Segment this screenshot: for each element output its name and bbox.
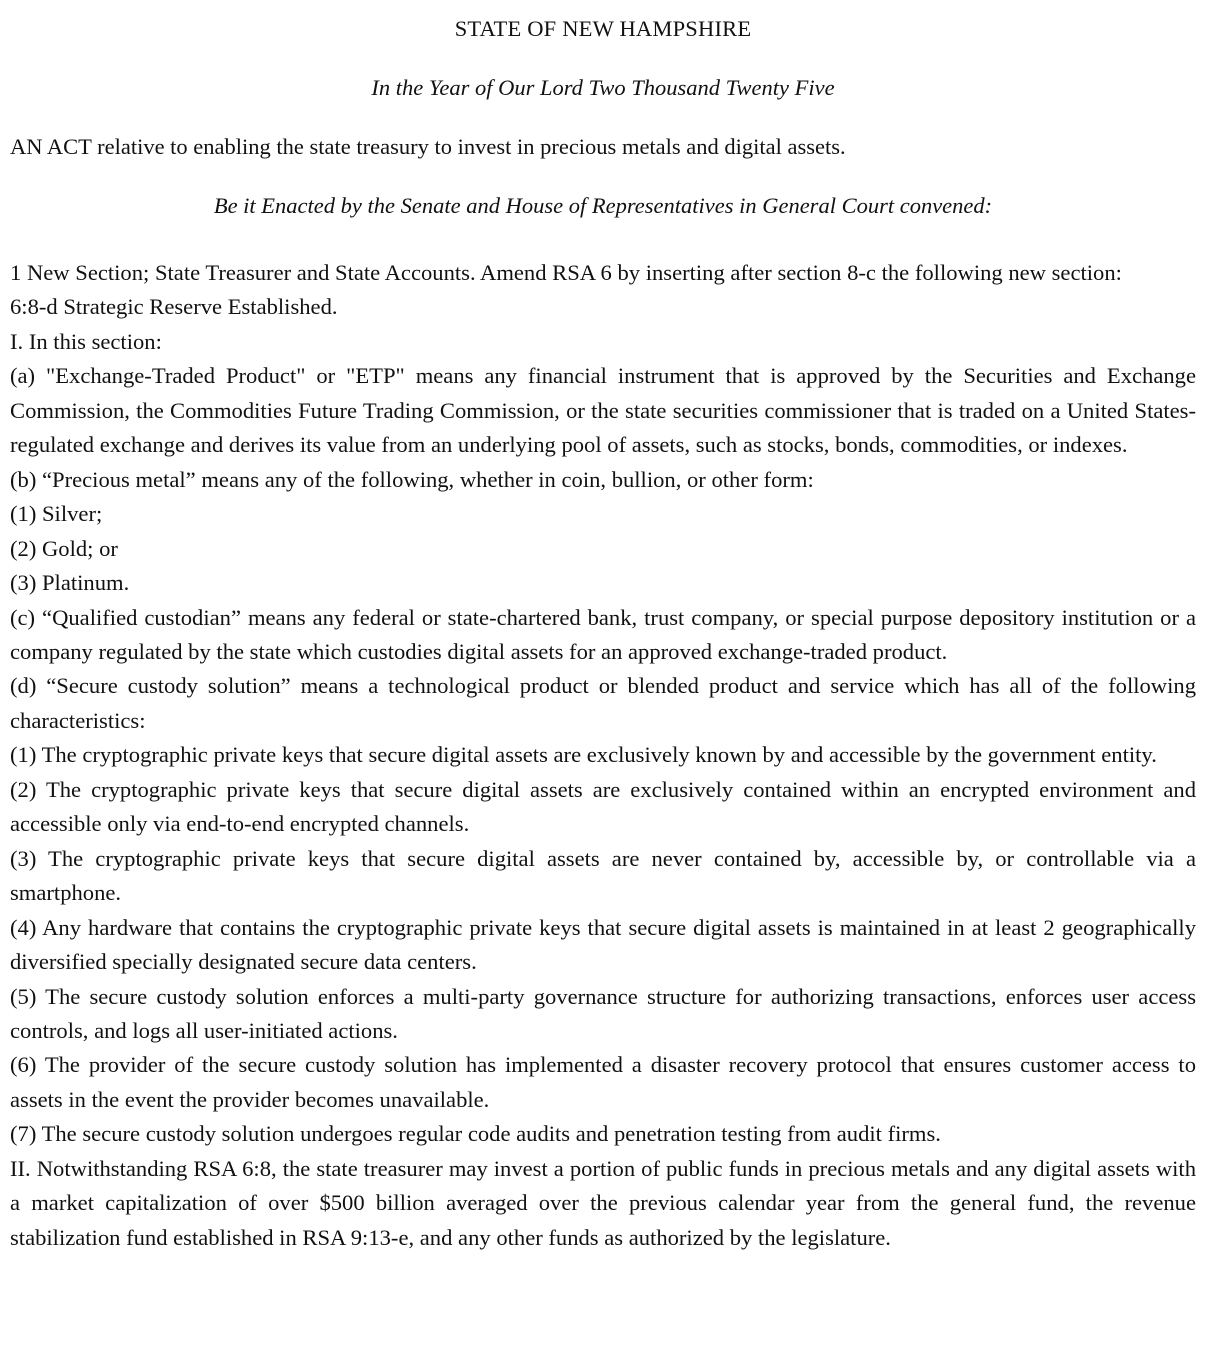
definition-d-1: (1) The cryptographic private keys that secure digital assets are exclusively known by and accessible by the government entity. [10,742,1157,768]
definition-d-4: (4) Any hardware that contains the cryptographic private keys that secure digital assets is maintained in at least 2 geographically diversified specially designated secure data centers. [10,914,1196,975]
enacting-clause: Be it Enacted by the Senate and House of Representatives in General Court convened: [213,193,993,218]
definition-d-7: (7) The secure custody solution undergoes regular code audits and penetration testing from audit firms. [10,1121,941,1147]
definition-d-2: (2) The cryptographic private keys that secure digital assets are exclusively contained within an encrypted environment and accessible only via end-to-end encrypted channels. [10,776,1196,837]
definition-b-2: (2) Gold; or [10,535,118,561]
definition-b-1: (1) Silver; [10,501,103,527]
state-title: STATE OF NEW HAMPSHIRE [454,16,752,41]
definition-c: (c) “Qualified custodian” means any federal or state-chartered bank, trust company, or special purpose depository institution or a company regulated by the state which custodies digital assets for an approved exchange-traded product. [10,604,1196,664]
paragraph-II: II. Notwithstanding RSA 6:8, the state treasurer may invest a portion of public funds in precious metals and any digital assets with a market capitalization of over $500 billion averaged over the previous calendar year from the general fund, the revenue stabilization fund established in RSA 9:13-e, and any other funds as authorized by the legislature. [10,1155,1196,1250]
definition-d-3: (3) The cryptographic private keys that secure digital assets are never contained by, accessible by, or controllable via a smartphone. [10,845,1196,906]
definition-d-5: (5) The secure custody solution enforces a multi-party governance structure for authorizing transactions, enforces user access controls, and logs all user-initiated actions. [10,983,1196,1043]
act-title: AN ACT relative to enabling the state treasury to invest in precious metals and digital assets. [10,134,846,159]
bill-body [10,256,1196,1255]
definition-a: (a) "Exchange-Traded Product" or "ETP" means any financial instrument that is approved by the Securities and Exchange Commission, the Commodities Future Trading Commission, or the state securities commissioner that is traded on a United States-regulated exchange and derives its value from an underlying pool of assets, such as stocks, bonds, commodities, or indexes. [10,363,1196,458]
section-heading: 6:8-d Strategic Reserve Established. [10,294,338,320]
paragraph-I: I. In this section: [10,328,162,354]
definition-d-6: (6) The provider of the secure custody solution has implemented a disaster recovery protocol that ensures customer access to assets in the event the provider becomes unavailable. [10,1052,1196,1112]
definition-b-3: (3) Platinum. [10,570,130,596]
definition-b: (b) “Precious metal” means any of the following, whether in coin, bullion, or other form: [10,466,814,492]
year-line: In the Year of Our Lord Two Thousand Twenty Five [371,75,835,100]
definition-d: (d) “Secure custody solution” means a technological product or blended product and service which has all of the following characteristics: [10,673,1196,733]
section-1: 1 New Section; State Treasurer and State Accounts. Amend RSA 6 by inserting after section 8-c the following new section: [10,260,1122,285]
